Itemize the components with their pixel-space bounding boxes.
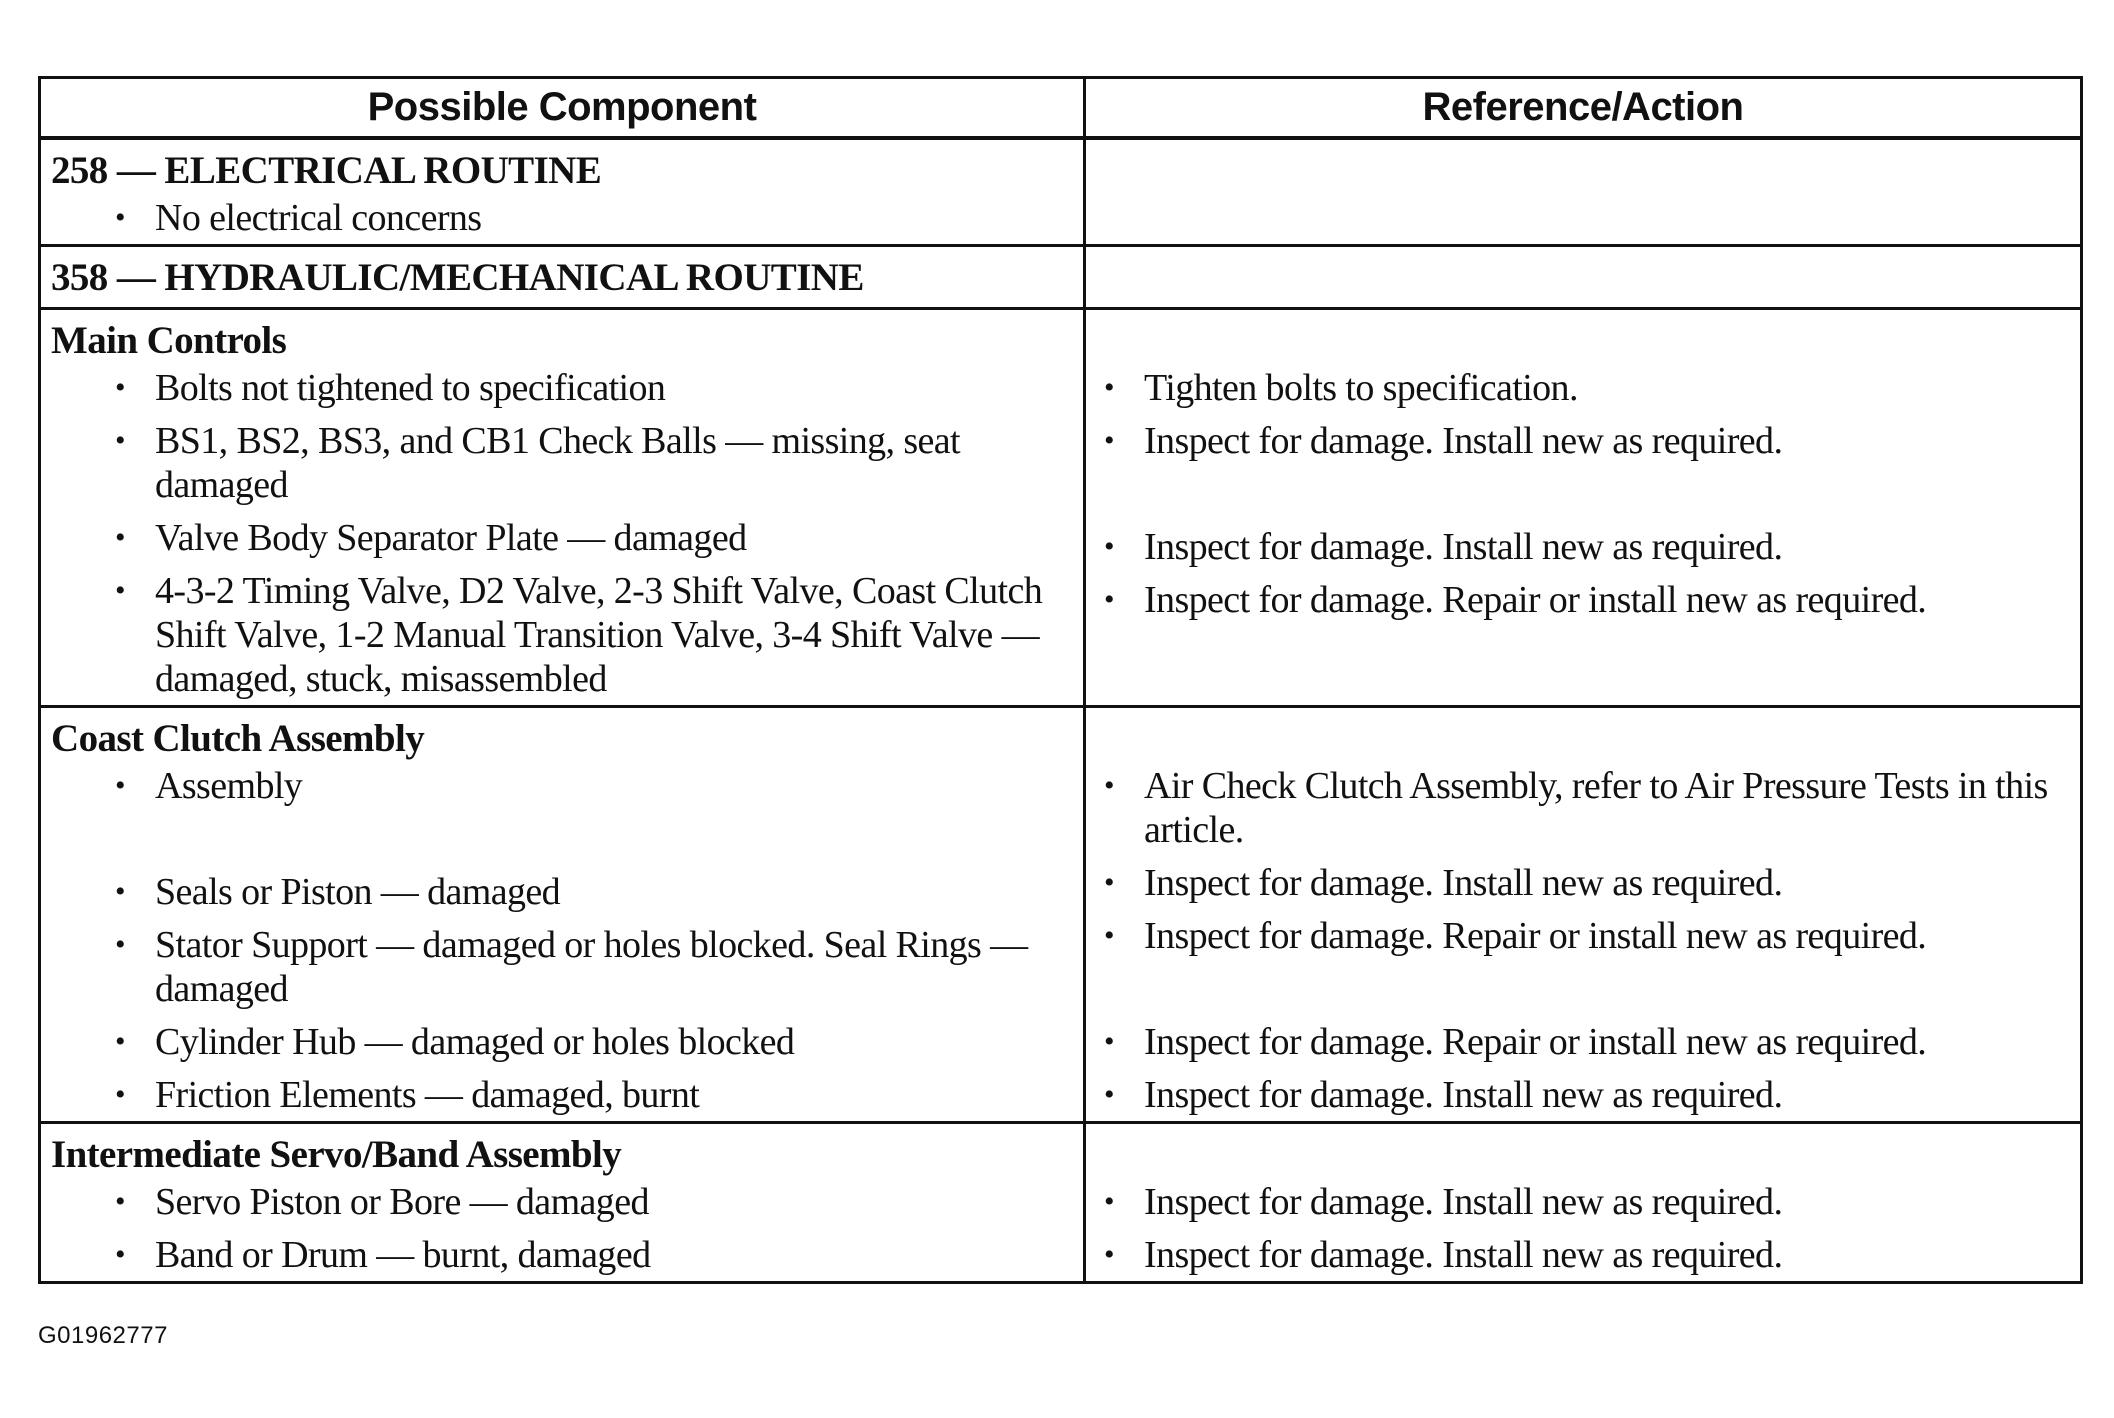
bullet-icon: • [1104,530,1114,563]
component-text: 4-3-2 Timing Valve, D2 Valve, 2-3 Shift Valve, Coast Clutch Shift Valve, 1-2 Manual Transition Valve, 3-4 Shift Valve — damaged, stuck, misassembled [155,570,1043,700]
action-text: Inspect for damage. Install new as required. [1144,1181,1783,1223]
action-text: Inspect for damage. Install new as required. [1144,420,1783,462]
component-text: Bolts not tightened to specification [155,367,666,409]
bullet-icon: • [1104,1238,1114,1271]
action-text: Inspect for damage. Install new as required. [1144,1074,1783,1116]
bullet-icon: • [1104,919,1114,952]
bullet-icon: • [1104,769,1114,802]
bullet-icon: • [1104,371,1114,404]
list-item [1096,914,2070,958]
section-title: Coast Clutch Assembly [51,717,425,760]
bullet-icon: • [1104,1025,1114,1058]
section-title: Main Controls [51,319,287,362]
bullet-icon: • [1104,583,1114,616]
table-header-row [40,78,2082,139]
action-text: Inspect for damage. Install new as required. [1144,862,1783,904]
bullet-icon: • [115,1238,125,1271]
header-reference-action: Reference/Action [1085,78,2082,139]
bullet-icon: • [115,928,125,961]
action-text: Inspect for damage. Repair or install new as required. [1144,579,1927,621]
component-text: Valve Body Separator Plate — damaged [155,517,747,559]
component-text: BS1, BS2, BS3, and CB1 Check Balls — missing, seat damaged [155,420,961,506]
component-text: Seals or Piston — damaged [155,871,561,913]
action-text: Inspect for damage. Install new as required. [1144,526,1783,568]
component-text: Assembly [155,765,303,807]
bullet-icon: • [115,1025,125,1058]
component-cell [40,138,1085,246]
list-item [1096,1020,2070,1064]
bullet-icon: • [115,201,125,234]
action-text: Tighten bolts to specification. [1144,367,1578,409]
action-text: Inspect for damage. Repair or install new as required. [1144,915,1927,957]
component-cell [40,707,1085,1123]
action-cell [1085,138,2082,246]
figure-id: G01962777 [38,1322,168,1349]
component-cell [40,1123,1085,1283]
component-text: Friction Elements — damaged, burnt [155,1074,700,1116]
list-item [1096,366,2070,410]
component-text: Band or Drum — burnt, damaged [155,1234,651,1276]
list-item [51,419,1073,507]
bullet-icon: • [115,1078,125,1111]
table-row [40,1123,2082,1283]
list-item [51,1180,1073,1224]
bullet-icon: • [115,1185,125,1218]
list-item [51,196,1073,240]
list-item [1096,578,2070,622]
list-item [51,516,1073,560]
list-item [51,923,1073,1011]
list-item [51,1020,1073,1064]
list-item [1096,1180,2070,1224]
action-cell [1085,707,2082,1123]
component-cell [40,246,1085,309]
section-title: Intermediate Servo/Band Assembly [51,1133,622,1176]
component-text: Cylinder Hub — damaged or holes blocked [155,1021,795,1063]
action-cell [1085,246,2082,309]
list-item [1096,419,2070,463]
section-title: 258 — ELECTRICAL ROUTINE [51,149,602,192]
component-text: No electrical concerns [155,197,482,239]
list-item [1096,1073,2070,1117]
section-title: 358 — HYDRAULIC/MECHANICAL ROUTINE [51,256,864,299]
diagnostic-table [38,76,2083,1284]
bullet-icon: • [115,521,125,554]
bullet-icon: • [115,574,125,607]
action-text: Inspect for damage. Repair or install new as required. [1144,1021,1927,1063]
component-text: Stator Support — damaged or holes blocked. Seal Rings — damaged [155,924,1028,1010]
list-item [1096,764,2070,852]
list-item [51,1073,1073,1117]
table-row [40,309,2082,707]
list-item [51,1233,1073,1277]
list-item [51,764,1073,808]
header-possible-component: Possible Component [40,78,1085,139]
list-item [1096,1233,2070,1277]
action-cell [1085,309,2082,707]
bullet-icon: • [1104,1078,1114,1111]
list-item [51,569,1073,701]
list-item [1096,525,2070,569]
table-row [40,138,2082,246]
list-item [1096,861,2070,905]
component-text: Servo Piston or Bore — damaged [155,1181,649,1223]
list-item [51,366,1073,410]
action-text: Inspect for damage. Install new as required. [1144,1234,1783,1276]
table-row [40,246,2082,309]
bullet-icon: • [1104,866,1114,899]
bullet-icon: • [115,769,125,802]
bullet-icon: • [115,371,125,404]
bullet-icon: • [1104,1185,1114,1218]
bullet-icon: • [115,424,125,457]
component-cell [40,309,1085,707]
table-row [40,707,2082,1123]
bullet-icon: • [1104,424,1114,457]
bullet-icon: • [115,875,125,908]
action-text: Air Check Clutch Assembly, refer to Air Pressure Tests in this article. [1144,765,2048,851]
action-cell [1085,1123,2082,1283]
list-item [51,870,1073,914]
